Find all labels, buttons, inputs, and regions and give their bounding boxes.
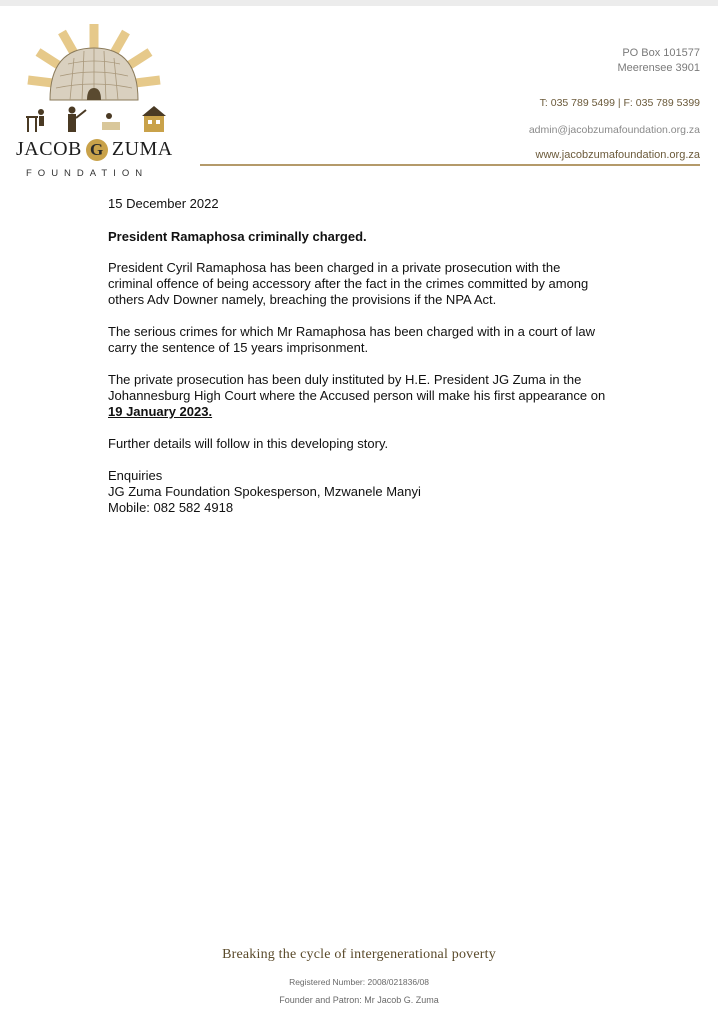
logo-name-left: JACOB	[16, 138, 82, 160]
hut-sun-icon	[14, 18, 174, 138]
appearance-date: 19 January 2023.	[108, 404, 213, 419]
phone-numbers: T: 035 789 5499 | F: 035 789 5399	[539, 97, 700, 109]
website-link[interactable]: www.jacobzumafoundation.org.za	[535, 149, 700, 161]
letter-date: 15 December 2022	[108, 196, 219, 211]
paragraph-1: President Cyril Ramaphosa has been charged in a private prosecution with the criminal offence of being accessory after the fact in the crimes committed by among others Adv Downer namely, breaching the provisions if the NPA Act.	[108, 260, 589, 307]
letter-body	[108, 196, 608, 516]
header-rule	[200, 164, 700, 166]
registration-number: Registered Number: 2008/021836/08	[289, 977, 429, 987]
top-band	[0, 0, 718, 6]
paragraph-3-text: The private prosecution has been duly instituted by H.E. President JG Zuma in the Johannesburg High Court where the Accused person will make his first appearance on	[108, 372, 606, 403]
enquiries-contact: JG Zuma Foundation Spokesperson, Mzwanele Manyi	[108, 484, 421, 499]
contact-block	[529, 46, 700, 163]
foundation-logo	[14, 18, 174, 183]
founder-patron: Founder and Patron: Mr Jacob G. Zuma	[279, 995, 439, 1005]
town: Meerensee 3901	[617, 62, 700, 74]
logo-name-right: ZUMA	[111, 138, 173, 160]
paragraph-4: Further details will follow in this developing story.	[108, 436, 389, 451]
footer-tagline: Breaking the cycle of intergenerational poverty	[222, 947, 496, 962]
letter-headline: President Ramaphosa criminally charged.	[108, 229, 367, 244]
enquiries-mobile: Mobile: 082 582 4918	[108, 500, 234, 515]
logo-subtitle: FOUNDATION	[26, 168, 149, 179]
paragraph-3	[108, 372, 608, 420]
enquiries-label: Enquiries	[108, 468, 163, 483]
paragraph-2: The serious crimes for which Mr Ramaphosa has been charged with in a court of law carry the sentence of 15 years imprisonment.	[108, 324, 595, 355]
po-box: PO Box 101577	[622, 47, 700, 59]
logo-wordmark	[16, 138, 174, 161]
email-address[interactable]: admin@jacobzumafoundation.org.za	[528, 124, 700, 136]
logo-initial-badge: G	[86, 139, 108, 161]
